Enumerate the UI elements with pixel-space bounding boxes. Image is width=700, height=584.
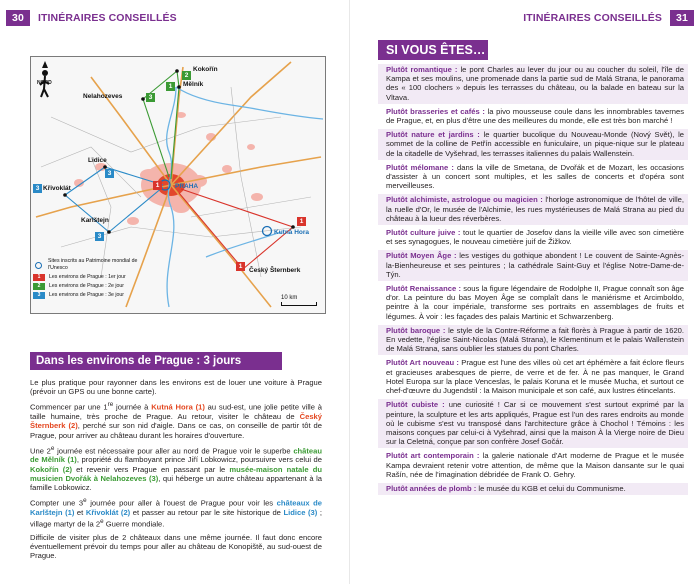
label-krivoklat: Křivoklát <box>43 185 71 192</box>
left-page-number: 30 <box>6 10 30 26</box>
right-running-head: ITINÉRAIRES CONSEILLÉS <box>523 12 662 24</box>
suggestion-item <box>378 64 688 104</box>
legend-day1 <box>33 274 153 281</box>
suggestion-item <box>378 106 688 127</box>
right-page-number: 31 <box>670 10 694 26</box>
compass-icon <box>40 61 49 97</box>
text: au sud-est, une jolie petite ville à taille humaine, très proche de Prague. Au retour, visiter le château de <box>30 402 322 422</box>
suggestion-key: Plutôt mélomane : <box>386 162 454 172</box>
legend-day3 <box>33 292 153 299</box>
badge-kutna-hora: 1 <box>297 217 306 226</box>
text: Compter une 3 <box>30 498 84 508</box>
suggestion-text: sous la figure légendaire de Rodolphe II, Prague connaît son âge d'or. La peinture du bas Moyen Âge se complaît dans le maniérisme et Arcimboldo, peintre à la cour impériale, transforme ses portraits en assemblages de fruits et légumes. À voir : les façades des palais Martinic et Schwarzenberg. <box>386 284 684 321</box>
text: ; village martyr de la 2 <box>30 508 322 529</box>
paragraph-2 <box>30 400 322 439</box>
melnik-ref: château de Mělník (1) <box>30 446 323 465</box>
paragraph-3 <box>30 444 322 493</box>
badge-cesky-sternberk: 1 <box>236 262 245 271</box>
text: Guerre mondiale. <box>103 519 165 529</box>
suggestion-key: Plutôt cubiste : <box>386 400 445 410</box>
unesco-icon <box>35 262 42 269</box>
suggestion-item <box>378 162 688 193</box>
suggestion-key: Plutôt Art nouveau : <box>386 358 459 368</box>
label-karlstejn: Karlštejn <box>81 217 109 224</box>
text: , qui héberge un autre château appartenant à la famille Lobkowicz. <box>30 473 322 493</box>
suggestion-text: la galerie nationale d'Art moderne de Prague et le musée Kampa devraient retenir votre attention, de même que la Maison dansante sur le quai Rašín, née de l'imagination débridée de Frank O. Gehry. <box>386 451 684 479</box>
text-sup: e <box>50 444 55 452</box>
suggestion-item <box>378 483 688 495</box>
legend-day2-label: Les environs de Prague : 2e jour <box>49 283 124 289</box>
badge-nelahozeves: 3 <box>146 93 155 102</box>
suggestion-text: le musée du KGB et celui du Communisme. <box>476 483 626 493</box>
map-scale <box>281 295 317 306</box>
suggestion-text: Prague est l'une des villes où cet art éphémère a fait éclore fleurs et gracieuses arabesques de pierre, de verre et de fer. À ne pas manquer, le Grand Hotel Europa sur la place Venceslas, le palais Koruna et le musée Mucha, et surtout ce chef-d'œuvre du Jugendstil : la Maison municipale et son café, aux lustres étincelants. <box>386 358 684 396</box>
label-melnik: Mělník <box>183 81 204 88</box>
paragraph-4 <box>30 496 322 529</box>
suggestion-item <box>378 194 688 225</box>
suggestion-key: Plutôt baroque : <box>386 325 446 335</box>
badge-lidice: 3 <box>105 169 114 178</box>
legend-day2-swatch: 2 <box>33 283 45 290</box>
text: et <box>74 508 86 518</box>
suggestion-list <box>378 64 688 497</box>
suggestion-key: Plutôt romantique : <box>386 65 458 74</box>
suggestion-item <box>378 227 688 248</box>
map-scale-label: 10 km <box>281 295 298 301</box>
badge-melnik: 1 <box>166 82 175 91</box>
suggestion-key: Plutôt Moyen Âge : <box>386 251 457 261</box>
nelahozeves-ref: musée-maison natale du musicien Dvořák à Nelahozeves (3) <box>30 464 322 483</box>
left-running-header <box>6 10 177 26</box>
text-sup: e <box>100 518 104 526</box>
suggestion-text: la pivo mousseuse coule dans les innombrables tavernes de Prague, et, en plus d'être une des meilleures du monde, elle est très bon marché ! <box>386 106 684 126</box>
left-body-text <box>30 378 322 565</box>
suggestion-key: Plutôt brasseries et cafés : <box>386 106 485 116</box>
suggestion-item <box>378 357 688 397</box>
section-title: Dans les environs de Prague : 3 jours <box>30 352 282 370</box>
legend-day1-label: Les environs de Prague : 1er jour <box>49 274 126 280</box>
suggestion-text: une curiosité ! Car si ce mouvement s'est surtout exprimé par la peinture, la sculpture et les arts appliqués, Prague est l'un des rares endroits au monde où le cubisme s'est vu transposé dans l'architecture grâce à Chochol ! Témoins : les maisons conçues par celui-ci à Vyšehrad, ainsi que la maison À la Vierge noire de Dieu sur la Celetná, conçue par son confrère Josef Gočár. <box>386 400 684 447</box>
map-legend <box>33 258 153 301</box>
suggestion-text: tout le quartier de Josefov dans la vieille ville avec son cimetière et ses synagogues, le nouveau cimetière juif de Žižkov. <box>386 228 684 247</box>
text-sup: re <box>107 401 114 409</box>
kutna-hora-ref: Kutná Hora (1) <box>151 402 205 412</box>
text: , propriété du flamboyant prince Jiří Lobkowicz, poursuivre vers celui de <box>76 455 322 465</box>
kokorin-ref: Kokořín (2) <box>30 464 73 474</box>
text: et revenir vers Prague en passant par le <box>72 464 230 474</box>
right-page <box>350 0 700 584</box>
badge-karlstejn: 3 <box>95 232 104 241</box>
lidice-ref: Lidice (3) <box>283 508 318 518</box>
suggestion-key: Plutôt art contemporain : <box>386 451 480 461</box>
suggestion-text: le quartier bucolique du Nouveau-Monde (Nový Svět), le sommet de la colline de Petřín accessible en funiculaire, un pique-nique sur le plateau de la citadelle de Vyšehrad, les terrasses italiennes du palais Wallenstein. <box>386 130 684 158</box>
label-nelahozeves: Nelahozeves <box>83 93 123 100</box>
paragraph-5: Difficile de visiter plus de 2 châteaux dans une même journée. Il faut donc encore éventuellement prévoir du temps pour aller au château de Konopiště, au sud-ouest de Prague. <box>30 532 322 561</box>
karlstejn-ref: châteaux de Karlštejn (1) <box>30 498 322 518</box>
badge-kokorin: 2 <box>182 71 191 80</box>
suggestion-key: Plutôt alchimiste, astrologue ou magicien : <box>386 195 543 205</box>
label-cesky-sternberk: Český Šternberk <box>249 267 301 274</box>
suggestion-key: Plutôt nature et jardins : <box>386 130 480 140</box>
text: , perché sur son nid d'aigle. Dans ce cas, on conseille de partir tôt de Prague, pour arriver au château durant les horaires d'ouverture. <box>30 421 322 440</box>
right-running-header <box>523 10 694 26</box>
label-kutna-hora: Kutná Hora <box>274 229 310 236</box>
itinerary-map <box>30 56 326 314</box>
box-title: SI VOUS ÊTES… <box>378 40 488 60</box>
map-scale-bar <box>281 302 317 306</box>
text: journée est nécessaire pour aller au nord de Prague voir le superbe <box>54 446 294 456</box>
suggestion-text: les vestiges du gothique abondent ! Le couvent de Sainte-Agnès-la-Bienheureuse et ses peintures ; la cathédrale Saint-Guy et l'église Notre-Dame-de-Týn. <box>386 251 684 279</box>
suggestion-text: le style de la Contre-Réforme a fait florès à Prague à partir de 1620. En vedette, l'église Saint-Nicolas (Malá Strana), le Klementinum et le palais Wallenstein de Malá Strana, sans oublier les statues du pont Charles. <box>386 325 685 354</box>
suggestion-key: Plutôt culture juive : <box>386 228 461 238</box>
badge-krivoklat: 3 <box>33 184 42 193</box>
krivoklat-ref: Křivoklát (2) <box>85 508 131 518</box>
legend-day1-swatch: 1 <box>33 274 45 281</box>
label-praha: PRAHA <box>175 183 199 190</box>
suggestion-text: l'horloge astronomique de l'hôtel de ville, la ruelle d'Or, le musée de l'Alchimie, les rues mystérieuses de Malá Strana au pied du château à la lueur des réverbères. <box>386 195 685 223</box>
legend-day2 <box>33 283 153 290</box>
left-running-head: ITINÉRAIRES CONSEILLÉS <box>38 12 177 24</box>
text: et passer au retour par le site historique de <box>130 508 284 518</box>
suggestion-item <box>378 250 688 281</box>
legend-day3-swatch: 3 <box>33 292 45 299</box>
suggestion-item <box>378 325 688 356</box>
text-sup: e <box>83 497 87 505</box>
text: journée pour aller à l'ouest de Prague pour voir les <box>86 498 277 508</box>
text: journée à <box>113 402 152 412</box>
label-kokorin: Kokořín <box>193 66 218 73</box>
badge-praha: 1 <box>153 181 162 190</box>
paragraph-1: Le plus pratique pour rayonner dans les environs est de louer une voiture à Prague (prévoir un GPS ou une bonne carte). <box>30 378 322 397</box>
suggestion-item <box>378 129 688 160</box>
text: Une 2 <box>30 446 51 456</box>
suggestion-item <box>378 399 688 448</box>
label-lidice: Lidice <box>88 157 107 164</box>
legend-unesco <box>33 258 153 272</box>
suggestion-key: Plutôt années de plomb : <box>386 483 477 493</box>
suggestion-item <box>378 450 688 481</box>
text: Commencer par une 1 <box>30 402 108 412</box>
cesky-sternberk-ref: Český Šternberk (2) <box>30 412 322 431</box>
suggestion-text: le pont Charles au lever du jour ou au coucher du soleil, l'île de Kampa et ses moulins, une promenade dans la partie sud de Malá Strana, le panorama des « 100 clochers » depuis les terrasses du château, ou la balade en bateau sur la Vltava. <box>386 65 684 102</box>
legend-unesco-label: Sites inscrits au Patrimoine mondial de l'Unesco <box>48 258 138 271</box>
suggestion-text: dans la ville de Smetana, de Dvořák et de Mozart, les occasions d'assister à un concert sont multiples, et les salles de concerts et d'opéra sont merveilleuses. <box>386 162 684 191</box>
suggestion-key: Plutôt Renaissance : <box>386 284 462 294</box>
suggestion-item <box>378 283 688 323</box>
compass-label: NORD <box>37 80 52 86</box>
legend-day3-label: Les environs de Prague : 3e jour <box>49 292 124 298</box>
